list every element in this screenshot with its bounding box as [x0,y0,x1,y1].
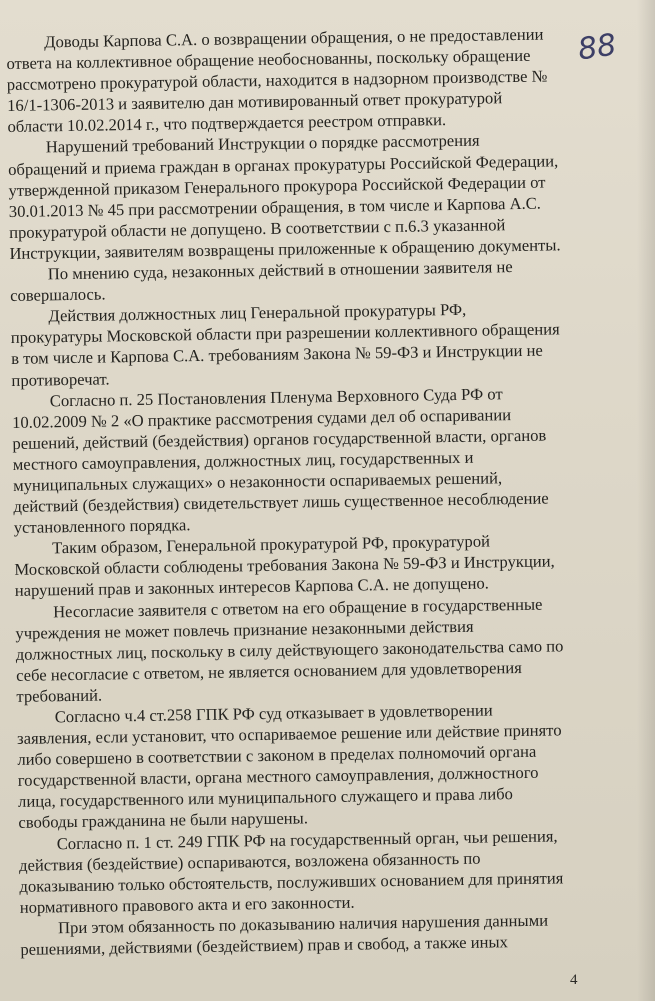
text-line: Несогласие заявителя с ответом на его обращение в государственные [52,594,543,621]
text-line: решений, действий (бездействия) органов государственной власти, органов [12,425,547,453]
text-line: должностных лиц, поскольку в силу действующего законодательства само по [15,636,564,664]
text-line: 16/1-1306-2013 и заявителю дан мотивированный ответ прокуратурой [7,88,503,116]
text-line: Таким образом, Генеральной прокуратурой РФ, прокуратурой [51,531,491,558]
text-line: заявления, если установит, что оспариваемое решение или действие принято [16,720,562,749]
text-line: Московской области соблюдены требования Закона № 59-ФЗ и Инструкции, [14,551,555,580]
text-line: нарушений прав и законных интересов Карпова С.А. не допущено. [14,573,489,601]
text-line: муниципальных служащих» о незаконности оспариваемых решений, [12,468,503,495]
text-line: государственной власти, органа местного самоуправления, должностного [17,763,539,791]
text-line: решениями, действиями (бездействием) прав и свобод, а также иных [20,932,509,959]
text-line: Нарушений требований Инструкции о порядке рассмотрения [45,131,480,157]
text-line: утвержденной приказом Генерального прокурора Российской Федерации от [8,172,546,200]
text-line: обращений и приема граждан в органах прокуратуры Российской Федерации, [8,150,559,179]
text-line: Согласно п. 1 ст. 249 ГПК РФ на государственный орган, чьи решения, [56,825,558,853]
text-line: действия (бездействие) оспариваются, возложена обязанность по [18,848,481,875]
text-line: лица, государственного или муниципального служащего и права либо [17,784,514,812]
text-line: ответа на коллективное обращение необоснованны, поскольку обращение [6,45,531,74]
text-line: совершалось. [9,284,106,306]
text-line: установленного порядка. [13,515,191,538]
text-line: в том числе и Карпова С.А. требованиям Закона № 59-ФЗ и Инструкции не [10,341,543,369]
text-line: прокуратуры Московской области при разрешении коллективного обращения [10,319,560,348]
text-line: 10.02.2009 № 2 «О практике рассмотрения судами дел об оспаривании [11,404,512,432]
handwritten-page-number: 88 [575,27,619,68]
text-line: Инструкции, заявителям возвращены приложенные к обращению документы. [9,235,561,263]
text-line: учреждения не может повлечь признание незаконными действия [15,616,474,643]
text-line: себе несогласие с ответом, не является основанием для удовлетворения [15,657,522,685]
document-body [6,23,611,960]
text-line: свободы гражданина не были нарушены. [18,808,309,833]
text-line: местного самоуправления, должностных лиц, государственных и [12,447,474,474]
text-line: 30.01.2013 № 45 при рассмотрении обращения, в том числе и Карпова А.С. [8,193,541,221]
text-line: действий (бездействия) свидетельствует лишь существенное несоблюдение [13,488,549,517]
page-number: 4 [570,972,578,988]
text-line: Действия должностных лиц Генеральной прокуратуры РФ, [48,300,467,326]
text-line: По мнению суда, незаконных действий в отношении заявителя не [47,257,513,284]
text-line: При этом обязанность по доказыванию наличия нарушения данными [57,910,549,938]
text-line: области 10.02.2014 г., что подтверждается реестром отправки. [7,110,447,137]
text-line: доказыванию только обстоятельств, послуживших основанием для принятия [19,868,564,896]
text-line: Доводы Карпова С.А. о возвращении обращения, о не предоставлении [44,24,544,52]
text-line: Согласно ч.4 ст.258 ГПК РФ суд отказывает в удовлетворении [54,700,493,727]
text-line: рассмотрено прокуратурой области, находится в надзорном производстве № [6,66,548,95]
text-line: прокуратурой области не допущено. В соответствии с п.6.3 указанной [8,215,506,242]
text-line: противоречат. [11,368,110,390]
text-line: либо совершено в соответствии с законом в пределах полномочий органа [17,741,537,770]
text-line: нормативного правового акта и его законности. [19,892,355,917]
text-line: Согласно п. 25 Постановления Пленума Верховного Суда РФ от [49,383,503,410]
text-line: требований. [16,685,103,706]
